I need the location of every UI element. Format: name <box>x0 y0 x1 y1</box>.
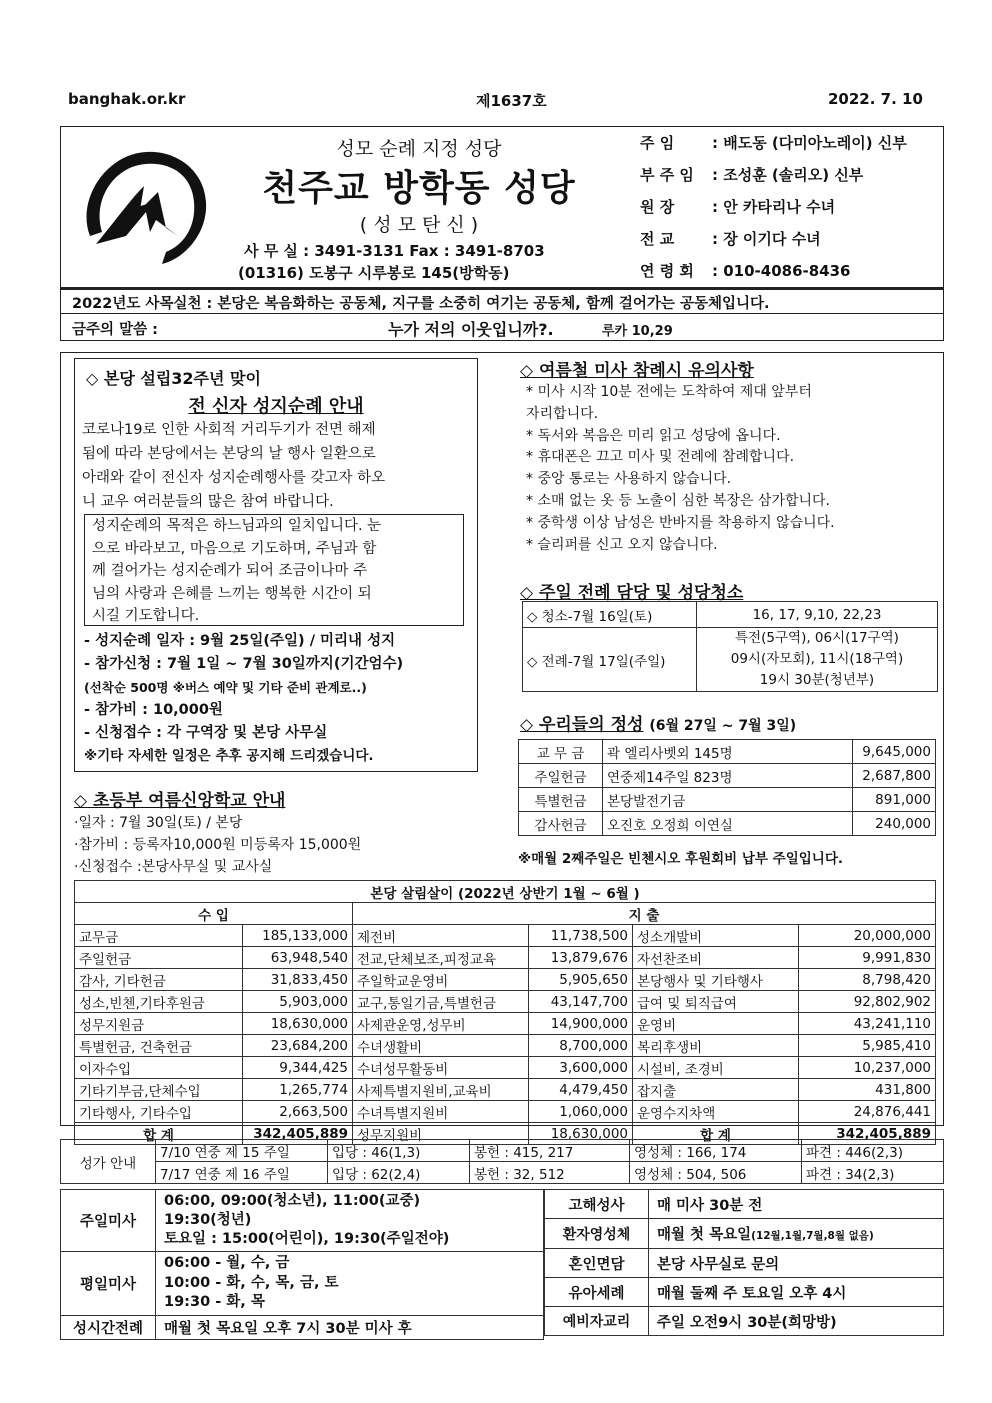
finance-item: 기타행사, 기타수입 <box>75 1101 243 1123</box>
finance-amount: 14,900,000 <box>529 1013 633 1035</box>
patron-name: ( 성 모 탄 신 ) <box>359 214 479 236</box>
pilgrimage-intro: 코로나19로 인한 사회적 거리두기가 전면 해제 됨에 따라 본당에서는 본당의 날 행사 일환으로 아래와 같이 전신자 성지순례행사를 갖고자 하오 니 교우 여러분들의 많은 참여 바랍니다. <box>82 422 386 510</box>
clergy-assistant: 부 주 임 : 조성훈 (솔리오) 신부 <box>640 166 864 184</box>
finance-total-row: 합 계 342,405,889 성무지원비 18,630,000 합 계 342,405,889 <box>75 1123 936 1145</box>
finance-item: 전교,단체보조,피정교육 <box>353 947 529 969</box>
offering-heading: ◇ 우리들의 정성 (6월 27일 ~ 7월 3일) <box>520 715 797 735</box>
hymn-row: 성가 안내 7/10 연중 제 15 주일 입당 : 46(1,3) 봉헌 : 415, 217 영성체 : 166, 174 파견 : 446(2,3) <box>61 1140 944 1162</box>
finance-item: 자선찬조비 <box>633 947 799 969</box>
finance-item: 교무금 <box>75 925 243 947</box>
mass-schedule-table <box>60 1189 544 1340</box>
weekly-word-ref: 루카 10,29 <box>602 324 673 339</box>
finance-row <box>75 991 936 1013</box>
clergy-pastor: 주 임 : 배도동 (다미아노레이) 신부 <box>640 134 907 152</box>
finance-item: 주일헌금 <box>75 947 243 969</box>
finance-amount: 31,833,450 <box>243 969 353 991</box>
finance-amount: 11,738,500 <box>529 925 633 947</box>
finance-item: 잡지출 <box>633 1079 799 1101</box>
issue-date: 2022. 7. 10 <box>828 90 923 108</box>
summer-items: * 미사 시작 10분 전에는 도착하여 제대 앞부터 자리합니다. * 독서와 복음은 미리 읽고 성당에 옵니다. * 휴대폰은 끄고 미사 및 전례에 참례합니다. * 중앙 통로는 사용하지 않습니다. * 소매 없는 옷 등 노출이 심한 복장은 삼가합니다. * 중학생 이상 남성은 반바지를 착용하지 않습니다. * 슬리퍼를 신고 오지 않습니다. <box>526 384 835 553</box>
weekly-word-label: 금주의 말씀 : <box>72 322 158 338</box>
weekly-word-text: 누가 저의 이웃입니까?. <box>388 320 554 339</box>
income-header: 수 입 <box>75 903 353 925</box>
finance-amount: 5,985,410 <box>799 1035 936 1057</box>
finance-amount: 13,879,676 <box>529 947 633 969</box>
offering-row: 교 무 금 곽 엘리사벳외 145명 9,645,000 <box>519 740 936 764</box>
finance-row <box>75 925 936 947</box>
finance-amount: 431,800 <box>799 1079 936 1101</box>
site-url: banghak.or.kr <box>68 90 186 108</box>
sunday-mass-label: 주일미사 <box>61 1190 156 1252</box>
finance-row <box>75 1057 936 1079</box>
sacrament-table <box>544 1189 944 1336</box>
clergy-funeral-society: 연 령 회 : 010-4086-8436 <box>640 262 851 280</box>
finance-amount: 43,241,110 <box>799 1013 936 1035</box>
finance-item: 성무지원금 <box>75 1013 243 1035</box>
finance-amount: 8,700,000 <box>529 1035 633 1057</box>
finance-amount: 2,663,500 <box>243 1101 353 1123</box>
finance-item: 수녀성무활동비 <box>353 1057 529 1079</box>
finance-item: 급여 및 퇴직급여 <box>633 991 799 1013</box>
finance-amount: 4,479,450 <box>529 1079 633 1101</box>
office-phone: 사 무 실 : 3491-3131 Fax : 3491-8703 <box>244 242 545 260</box>
offering-row: 특별헌금 본당발전기금 891,000 <box>519 788 936 812</box>
finance-item: 운영수지차액 <box>633 1101 799 1123</box>
hymn-row: 7/17 연중 제 16 주일 입당 : 62(2,4) 봉헌 : 32, 512 영성체 : 504, 506 파견 : 34(2,3) <box>61 1162 944 1184</box>
finance-row <box>75 1013 936 1035</box>
finance-item: 성소,빈첸,기타후원금 <box>75 991 243 1013</box>
sacrament-row: 고해성사 매 미사 30분 전 <box>545 1190 944 1219</box>
finance-amount: 5,905,650 <box>529 969 633 991</box>
parish-logo-icon <box>66 140 212 272</box>
parish-title: 천주교 방학동 성당 <box>262 168 576 209</box>
finance-amount: 1,060,000 <box>529 1101 633 1123</box>
duty-heading: ◇ 주일 전례 담당 및 성당청소 <box>520 583 744 603</box>
sacrament-row: 환자영성체 매월 첫 목요일(12월,1월,7월,8월 없음) <box>545 1219 944 1249</box>
finance-item: 본당행사 및 기타행사 <box>633 969 799 991</box>
finance-row <box>75 1035 936 1057</box>
finance-item: 시설비, 조경비 <box>633 1057 799 1079</box>
finance-amount: 92,802,902 <box>799 991 936 1013</box>
finance-table <box>74 880 936 1145</box>
clergy-superior: 원 장 : 안 카타리나 수녀 <box>640 198 836 216</box>
sunday-mass-times: 06:00, 09:00(청소년), 11:00(교중) 19:30(청년) 토요일 : 15:00(어린이), 19:30(주일전야) <box>156 1190 544 1252</box>
finance-amount: 63,948,540 <box>243 947 353 969</box>
adoration-time: 매월 첫 목요일 오후 7시 30분 미사 후 <box>156 1315 544 1339</box>
office-address: (01316) 도봉구 시루봉로 145(방학동) <box>238 264 510 282</box>
finance-item: 수녀생활비 <box>353 1035 529 1057</box>
finance-item: 감사, 기타헌금 <box>75 969 243 991</box>
issue-number: 제1637호 <box>476 92 547 110</box>
vbs-heading: ◇ 초등부 여름신앙학교 안내 <box>74 791 286 811</box>
pilgrimage-title: 전 신자 성지순례 안내 <box>188 396 364 417</box>
finance-amount: 23,684,200 <box>243 1035 353 1057</box>
finance-amount: 18,630,000 <box>243 1013 353 1035</box>
offering-row: 감사헌금 오진호 오정희 이연실 240,000 <box>519 812 936 836</box>
masthead-subtitle: 성모 순례 지정 성당 <box>336 138 502 160</box>
duty-row: ◇ 청소-7월 16일(토) 16, 17, 9,10, 22,23 <box>523 602 938 628</box>
finance-item: 기타기부금,단체수입 <box>75 1079 243 1101</box>
pilgrimage-heading: ◇ 본당 설립32주년 맞이 <box>86 369 261 388</box>
sacrament-row: 유아세례 매월 둘째 주 토요일 오후 4시 <box>545 1278 944 1307</box>
finance-amount: 3,600,000 <box>529 1057 633 1079</box>
finance-title: 본당 살림살이 (2022년 상반기 1월 ~ 6월 ) <box>75 881 936 903</box>
clergy-catechist: 전 교 : 장 이기다 수녀 <box>640 230 821 248</box>
finance-row <box>75 969 936 991</box>
finance-item: 운영비 <box>633 1013 799 1035</box>
weekday-mass-label: 평일미사 <box>61 1252 156 1316</box>
weekday-mass-times: 06:00 - 월, 수, 금 10:00 - 화, 수, 목, 금, 토 19:30 - 화, 목 <box>156 1252 544 1316</box>
pilgrimage-details: - 성지순례 일자 : 9월 25일(주일) / 미리내 성지 - 참가신청 : 7월 1일 ~ 7월 30일까지(기간엄수) (선착순 500명 ※버스 예약 및 기타 준비 관계로..) - 참가비 : 10,000원 - 신청접수 : 각 구역장 및 본당 사무실 ※기타 자세한 일정은 추후 공지해 드리겠습니다. <box>84 633 404 764</box>
offering-note: ※매월 2째주일은 빈첸시오 후원회비 납부 주일입니다. <box>518 851 844 867</box>
expense-header: 지 출 <box>353 903 936 925</box>
finance-item: 사제관운영,성무비 <box>353 1013 529 1035</box>
finance-amount: 24,876,441 <box>799 1101 936 1123</box>
finance-amount: 10,237,000 <box>799 1057 936 1079</box>
finance-item: 사제특별지원비,교육비 <box>353 1079 529 1101</box>
finance-amount: 43,147,700 <box>529 991 633 1013</box>
adoration-label: 성시간전례 <box>61 1315 156 1339</box>
finance-amount: 1,265,774 <box>243 1079 353 1101</box>
finance-item: 특별헌금, 건축헌금 <box>75 1035 243 1057</box>
clergy-list <box>640 132 940 292</box>
finance-amount: 8,798,420 <box>799 969 936 991</box>
sacrament-row: 예비자교리 주일 오전9시 30분(희망방) <box>545 1307 944 1336</box>
finance-row <box>75 1101 936 1123</box>
offering-table <box>518 739 936 836</box>
finance-item: 주일학교운영비 <box>353 969 529 991</box>
pastoral-motto: 2022년도 사목실천 : 본당은 복음화하는 공동체, 지구를 소중히 여기는 공동체, 함께 걸어가는 공동체입니다. <box>72 296 770 312</box>
finance-item: 교구,통일기금,특별헌금 <box>353 991 529 1013</box>
duty-table <box>522 601 938 692</box>
duty-row: ◇ 전례-7월 17일(주일) 특전(5구역), 06시(17구역) 09시(자모회), 11시(18구역) 19시 30분(청년부) <box>523 628 938 692</box>
finance-item: 제전비 <box>353 925 529 947</box>
finance-amount: 5,903,000 <box>243 991 353 1013</box>
vbs-info: ·일자 : 7월 30일(토) / 본당 ·참가비 : 등록자10,000원 미등록자 15,000원 ·신청접수 :본당사무실 및 교사실 <box>74 815 362 875</box>
pilgrimage-purpose: 성지순례의 목적은 하느님과의 일치입니다. 눈 으로 바라보고, 마음으로 기도하며, 주님과 함 께 걸어가는 성지순례가 되어 조금이나마 주 님의 사랑과 은혜를 느끼는 행복한 시간이 되 시길 기도합니다. <box>92 518 382 624</box>
finance-amount: 9,344,425 <box>243 1057 353 1079</box>
finance-amount: 20,000,000 <box>799 925 936 947</box>
finance-amount: 9,991,830 <box>799 947 936 969</box>
finance-item: 수녀특별지원비 <box>353 1101 529 1123</box>
finance-item: 복리후생비 <box>633 1035 799 1057</box>
finance-row <box>75 947 936 969</box>
finance-item: 이자수입 <box>75 1057 243 1079</box>
finance-row <box>75 1079 936 1101</box>
finance-amount: 185,133,000 <box>243 925 353 947</box>
sacrament-row: 혼인면담 본당 사무실로 문의 <box>545 1249 944 1278</box>
summer-heading: ◇ 여름철 미사 참례시 유의사항 <box>520 361 754 381</box>
offering-row: 주일헌금 연중제14주일 823명 2,687,800 <box>519 764 936 788</box>
hymn-table <box>60 1139 944 1184</box>
finance-item: 성소개발비 <box>633 925 799 947</box>
